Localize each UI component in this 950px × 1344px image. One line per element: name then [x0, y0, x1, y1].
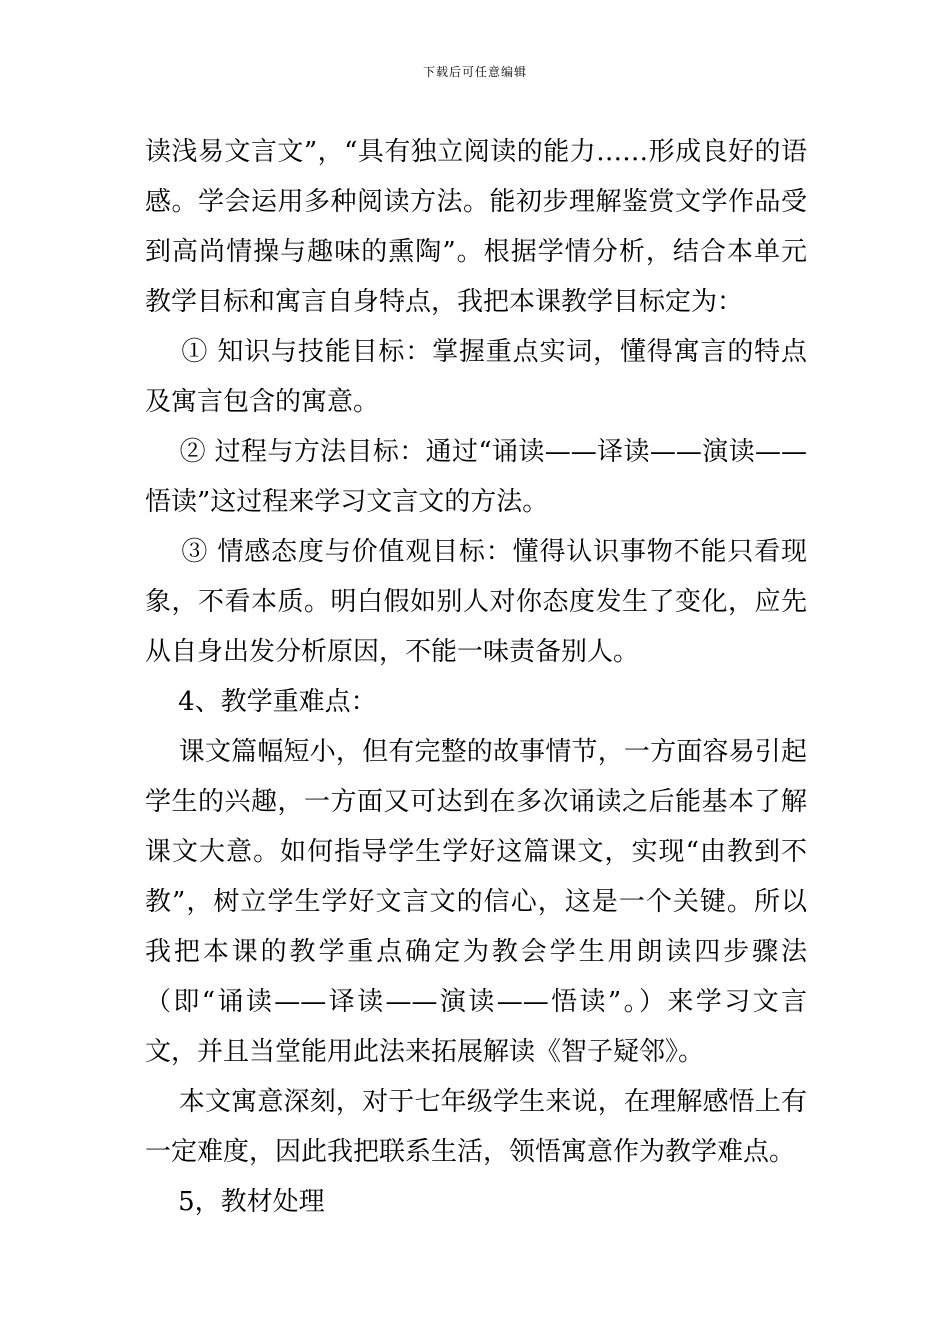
page-header: 下载后可任意编辑 — [422, 65, 527, 79]
section-heading-key-points: 4、教学重难点： — [145, 687, 377, 717]
paragraph-key-point: 课文篇幅短小，但有完整的故事情节，一方面容易引起学生的兴趣，一方面又可达到在多次诵读之后能基本了解课文大意。如何指导学生学好这篇课文，实现“由教到不教”，树立学生学好文言文的信心，这是一个关键。所以我把本课的教学重点确定为教会学生用朗读四步骤法（即“诵读——译读——演读——悟读”。）来学习文言文，并且当堂能用此法来拓展解读《智子疑邻》。 — [145, 737, 807, 1067]
section-heading-material: 5，教材处理 — [145, 1187, 325, 1217]
document-body — [145, 127, 807, 1227]
paragraph-emotion-goal: ③ 情感态度与价值观目标：懂得认识事物不能只看现象，不看本质。明白假如别人对你态度发生了变化，应先从自身出发分析原因，不能一味责备别人。 — [145, 537, 808, 667]
paragraph-difficult-point: 本文寓意深刻，对于七年级学生来说，在理解感悟上有一定难度，因此我把联系生活，领悟寓意作为教学难点。 — [145, 1087, 807, 1167]
paragraph-process-goal: ② 过程与方法目标：通过“诵读——译读——演读——悟读”这过程来学习文言文的方法。 — [145, 437, 807, 517]
paragraph-knowledge-goal: ① 知识与技能目标：掌握重点实词，懂得寓言的特点及寓言包含的寓意。 — [145, 337, 808, 417]
paragraph-reading-goals: 读浅易文言文”，“具有独立阅读的能力……形成良好的语感。学会运用多种阅读方法。能初步理解鉴赏文学作品受到高尚情操与趣味的熏陶”。根据学情分析，结合本单元教学目标和寓言自身特点，我把本课教学目标定为： — [145, 137, 807, 317]
